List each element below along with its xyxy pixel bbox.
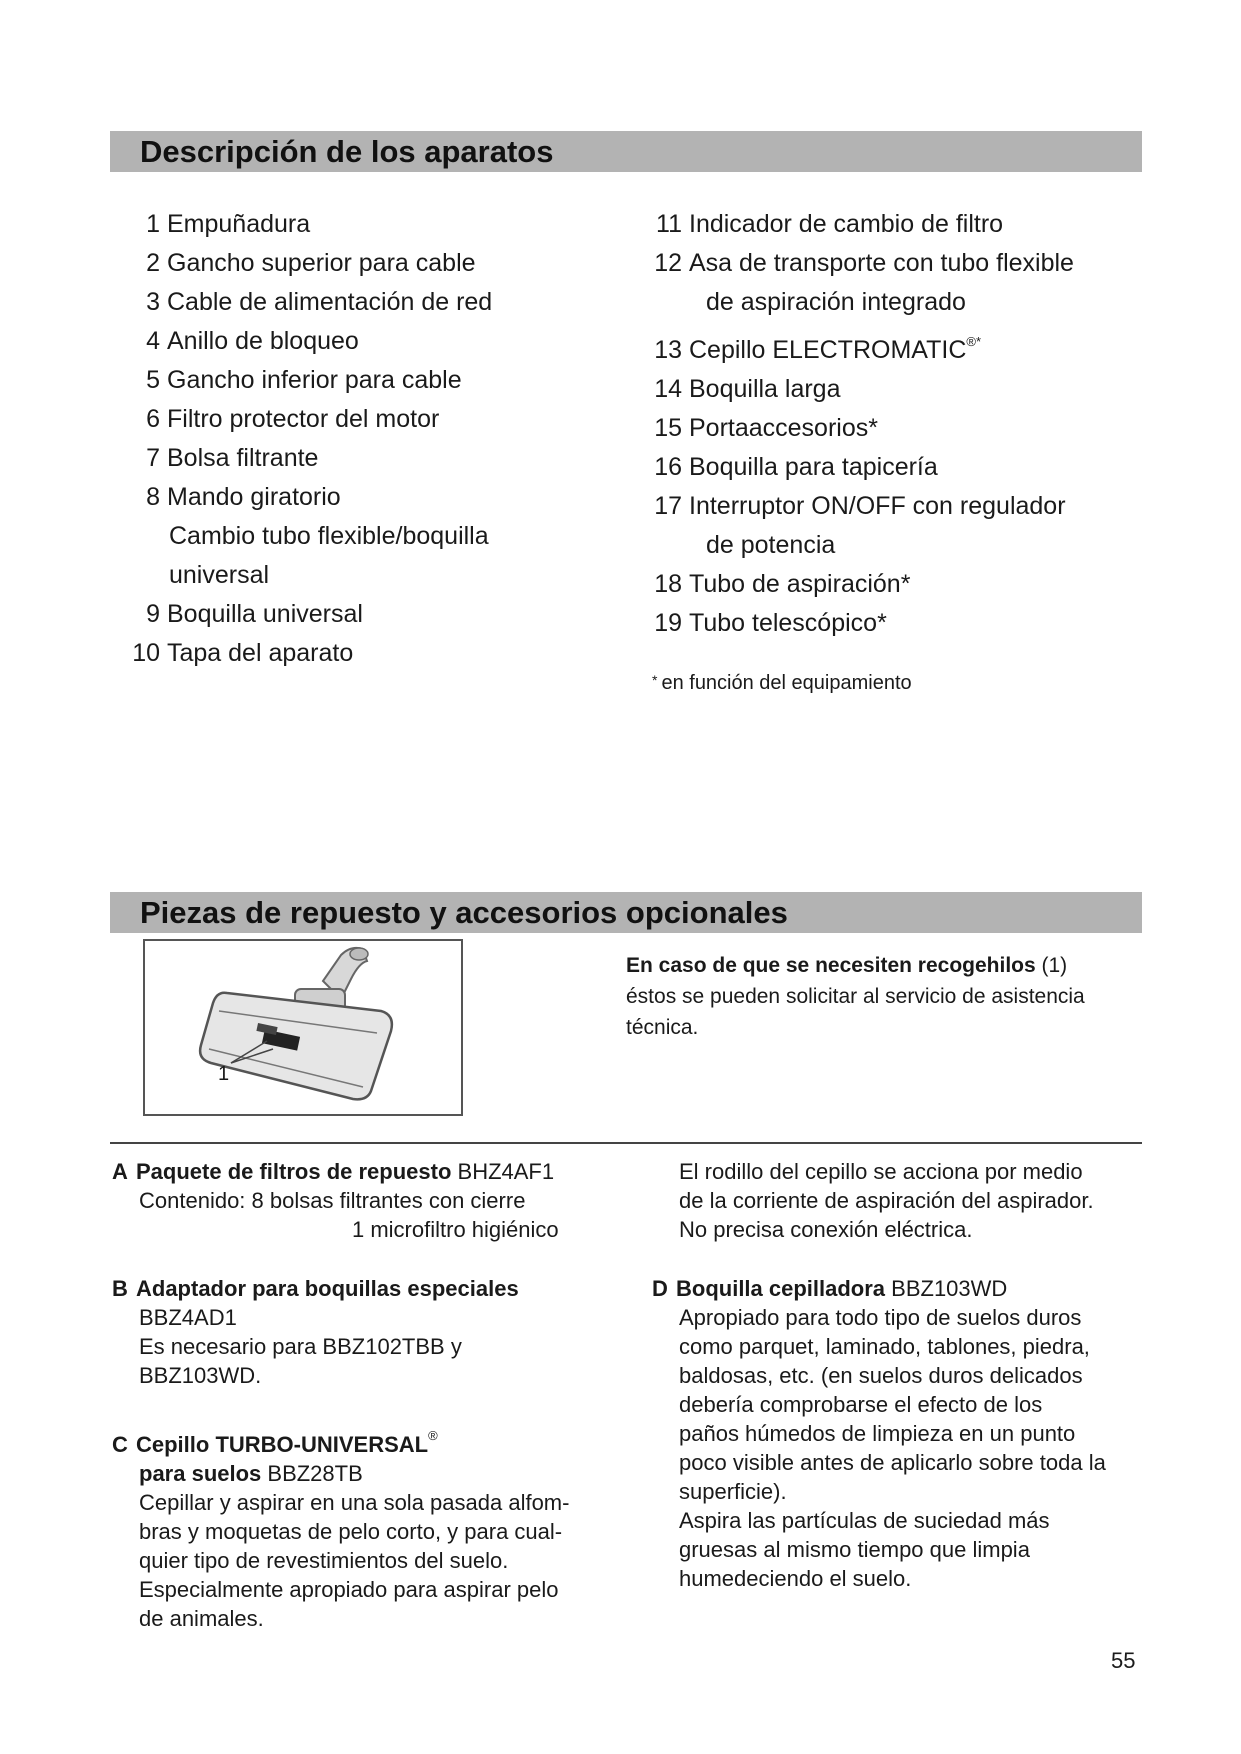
list-item: 13 Cepillo ELECTROMATIC®* (654, 334, 982, 364)
registered-mark: ® (428, 1428, 438, 1443)
section-header-band (110, 892, 1142, 933)
registered-mark: ®* (966, 334, 982, 349)
list-item: 19 Tubo telescópico* (654, 609, 887, 637)
accessory-c-continued: El rodillo del cepillo se acciona por medio de la corriente de aspiración del aspirador. No precisa conexión eléctrica. (679, 1159, 1094, 1242)
list-item: 6 Filtro protector del motor (146, 405, 440, 433)
list-item-continuation: de aspiración integrado (706, 288, 966, 316)
list-item: 12 Asa de transporte con tubo flexible (654, 249, 1074, 277)
list-item: 17 Interruptor ON/OFF con regulador (654, 492, 1066, 520)
list-item: 3 Cable de alimentación de red (146, 288, 493, 316)
list-item: 9 Boquilla universal (146, 600, 363, 628)
section-title: Descripción de los aparatos (140, 134, 554, 169)
list-item: 11 Indicador de cambio de filtro (656, 210, 1004, 238)
brush-illustration (143, 939, 463, 1116)
list-item: 15 Portaaccesorios* (654, 414, 878, 442)
list-item: 14 Boquilla larga (654, 375, 841, 403)
list-item: 18 Tubo de aspiración* (654, 570, 911, 598)
list-item: 8 Mando giratorio (146, 483, 341, 511)
divider (110, 1142, 1142, 1144)
list-item: 7 Bolsa filtrante (146, 444, 319, 472)
list-item: 4 Anillo de bloqueo (146, 327, 359, 355)
list-item: 16 Boquilla para tapicería (654, 453, 938, 481)
section-header-band (110, 131, 1142, 172)
list-item: 10 Tapa del aparato (132, 639, 354, 667)
parts-list-right (652, 205, 1142, 643)
floor-brush-icon (145, 941, 461, 1114)
list-item-continuation: universal (169, 561, 270, 589)
list-item: 2 Gancho superior para cable (146, 249, 476, 277)
callout-number: 1 (218, 1063, 230, 1085)
accessory-a: A Paquete de filtros de repuesto BHZ4AF1 Contenido: 8 bolsas filtrantes con cierre 1 microfiltro higiénico (112, 1159, 559, 1242)
list-item-continuation: Cambio tubo flexible/boquilla (169, 522, 489, 550)
equipment-footnote: * en función del equipamiento (652, 672, 912, 694)
list-item: 1 Empuñadura (146, 210, 311, 238)
thread-pick-note: En caso de que se necesiten recogehilos (1) éstos se pueden solicitar al servicio de asistencia técnica. (626, 954, 1085, 1039)
list-item: 5 Gancho inferior para cable (146, 366, 462, 394)
accessory-b: B Adaptador para boquillas especiales BBZ4AD1 Es necesario para BBZ102TBB y BBZ103WD. (112, 1276, 519, 1388)
section-title: Piezas de repuesto y accesorios opcionales (140, 895, 788, 930)
parts-list-left (120, 205, 590, 673)
list-item-continuation: de potencia (706, 531, 836, 559)
page-number: 55 (1111, 1648, 1136, 1673)
accessory-c: C Cepillo TURBO-UNIVERSAL® para suelos BBZ28TB Cepillar y aspirar en una sola pasada alfom- bras y moquetas de pelo corto, y para cual- quier tipo de revestimientos del suelo. Especialmente apropiado para aspirar pelo de animales. (112, 1428, 570, 1631)
accessory-d: D Boquilla cepilladora BBZ103WD Apropiado para todo tipo de suelos duros como parquet, laminado, tablones, piedra, baldosas, etc. (en suelos duros delicados debería comprobarse el efecto de los paños húmedos de limpieza en un punto poco visible antes de aplicarlo sobre toda la superficie). Aspira las partículas de suciedad más gruesas al mismo tiempo que limpia humedeciendo el suelo. (652, 1276, 1106, 1591)
